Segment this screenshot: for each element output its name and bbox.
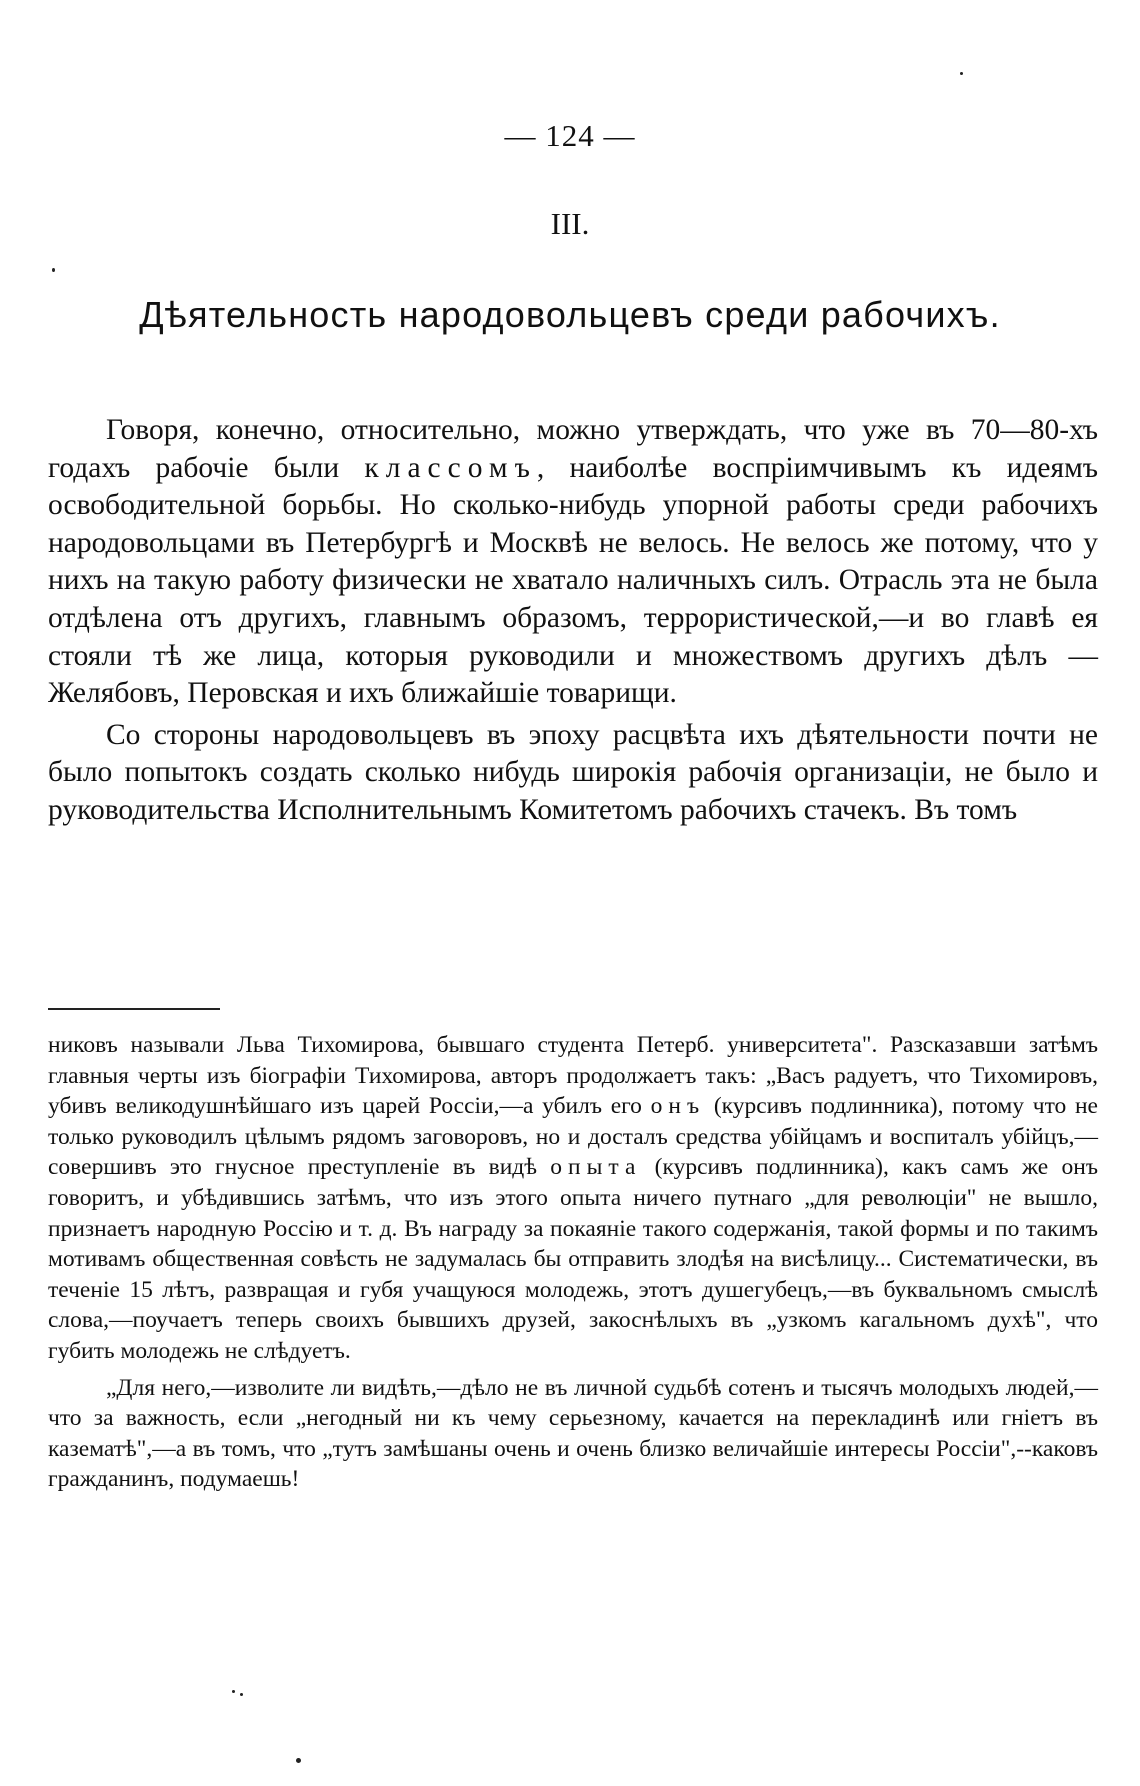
- scan-speck: [232, 1690, 235, 1693]
- emphasized-word: онъ: [650, 1093, 706, 1120]
- emphasized-word: опыта: [550, 1154, 642, 1181]
- paragraph: Со стороны народовольцевъ въ эпоху расцвѣта ихъ дѣятельности почти не было попытокъ создать сколько нибудь широкія рабочія организаціи, не было и руководительства Исполнительнымъ Комитетомъ рабочихъ стачекъ. Въ томъ: [48, 718, 1098, 826]
- scan-speck: [296, 1758, 301, 1763]
- chapter-title: Дѣятельность народовольцевъ среди рабочихъ.: [139, 294, 1001, 335]
- footnote-paragraph: [48, 1030, 1098, 1367]
- scan-speck: [960, 72, 963, 75]
- emphasized-word: классомъ: [364, 451, 537, 484]
- page-number: — 124 —: [504, 118, 636, 153]
- scan-speck: [240, 1693, 243, 1696]
- footnote-paragraph: „Для него,—изволите ли видѣть,—дѣло не въ личной судьбѣ сотенъ и тысячъ молодыхъ людей,—что за важность, если „негодный ни къ чему серьезному, качается на перекладинѣ или гніетъ въ казематѣ",—а въ томъ, что „тутъ замѣшаны очень и очень близко величайшіе интересы Россіи",--каковъ гражданинъ, подумаешь!: [48, 1374, 1098, 1493]
- text-run: (курсивъ подлинника), потому что не только руководилъ цѣлымъ рядомъ заговоровъ, но и досталъ средства убійцамъ и воспиталъ убійцъ,—совершивъ это гнусное преступленіе въ видѣ: [48, 1093, 1098, 1181]
- text-run: , наиболѣе воспріимчивымъ къ идеямъ освободительной борьбы. Но сколько-нибудь упорной работы среди рабочихъ народовольцами въ Петербургѣ и Москвѣ не велось. Не велось же потому, что у нихъ на такую работу физически не хватало наличныхъ силъ. Отрасль эта не была отдѣлена отъ другихъ, главнымъ образомъ, террористической,—и во главѣ ея стояли тѣ же лица, которыя руководили и множествомъ другихъ дѣлъ — Желябовъ, Перовская и ихъ ближайшіе товарищи.: [48, 451, 1098, 710]
- body-text: [48, 412, 1098, 830]
- text-run: Говоря, конечно, относительно, можно утверждать, что уже въ 70—80-хъ годахъ рабочіе были: [48, 414, 1098, 484]
- paragraph: [48, 412, 1098, 713]
- footnote-divider: [48, 1008, 220, 1010]
- footnote: [48, 1030, 1098, 1495]
- text-run: никовъ называли Льва Тихомирова, бывшаго студента Петерб. университета". Разсказавши затѣмъ главныя черты изъ біографіи Тихомирова, авторъ продолжаетъ такъ: „Васъ радуетъ, что Тихомировъ, убивъ великодушнѣйшаго изъ царей Россіи,—а убилъ его: [48, 1032, 1098, 1120]
- text-run: (курсивъ подлинника), какъ самъ же онъ говоритъ, и убѣдившись затѣмъ, что изъ этого опыта ничего путнаго „для революціи" не вышло, признаетъ народную Россію и т. д. Въ награду за покаяніе такого содержанія, такой формы и по такимъ мотивамъ общественная совѣсть не задумалась бы отправить злодѣя на висѣлицу... Систематически, въ теченіе 15 лѣтъ, развращая и губя учащуюся молодежь, этотъ душегубецъ,—въ буквальномъ смыслѣ слова,—поучаетъ теперь своихъ бывшихъ друзей, закоснѣлыхъ въ „узкомъ кагальномъ духѣ", что губить молодежь не слѣдуетъ.: [48, 1154, 1098, 1364]
- scan-speck: [52, 268, 55, 272]
- section-number: III.: [550, 206, 590, 241]
